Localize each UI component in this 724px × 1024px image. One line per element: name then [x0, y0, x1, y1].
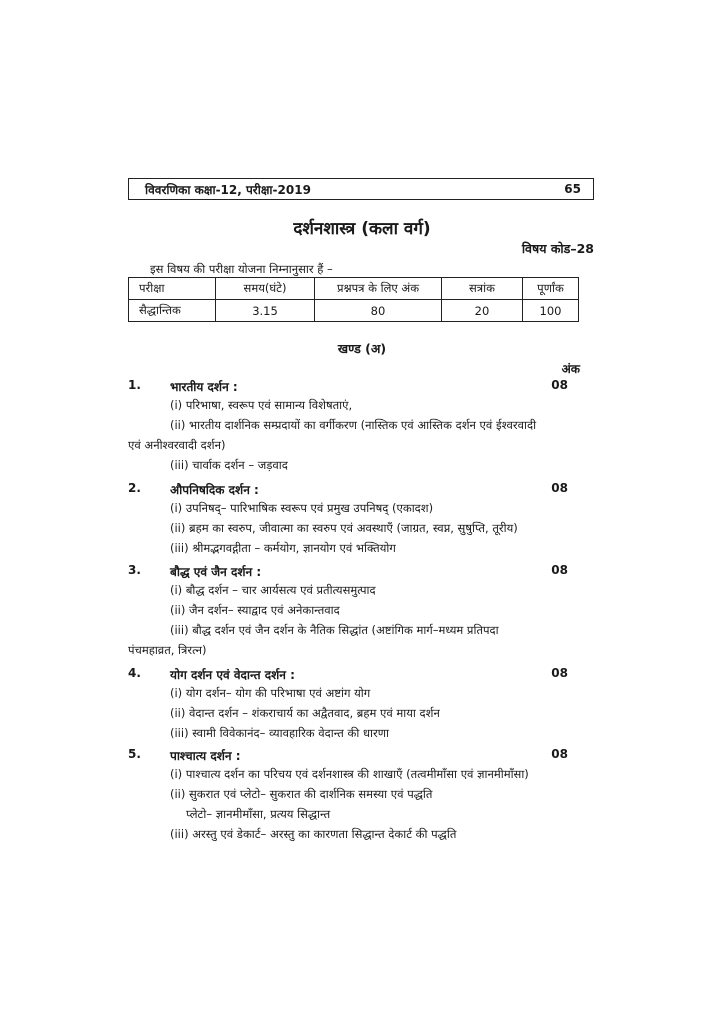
topic-marks: 08	[551, 747, 568, 761]
topic-name: बौद्ध एवं जैन दर्शन :	[170, 565, 262, 579]
topic-marks: 08	[551, 666, 568, 680]
table-header-cell: समय(घंटे)	[216, 278, 315, 300]
topic-marks: 08	[551, 378, 568, 392]
topic-number: 3.	[128, 563, 141, 577]
topic-number: 2.	[128, 481, 141, 495]
topic-heading	[128, 747, 568, 764]
table-header-cell: परीक्षा	[129, 278, 216, 300]
topic-heading	[128, 563, 568, 580]
list-item: (i) योग दर्शन– योग की परिभाषा एवं अष्टांग योग	[170, 686, 371, 700]
list-item: (i) पाश्चात्य दर्शन का परिचय एवं दर्शनशास्त्र की शाखाएँ (तत्वमीमाँसा एवं ज्ञानमीमाँसा)	[170, 767, 529, 781]
table-cell: सैद्धान्तिक	[129, 300, 216, 322]
table-cell: 3.15	[216, 300, 315, 322]
list-item: (iii) बौद्ध दर्शन एवं जैन दर्शन के नैतिक सिद्धांत (अष्टांगिक मार्ग–मध्यम प्रतिपदा	[170, 623, 499, 637]
topic-number: 4.	[128, 666, 141, 680]
table-header-row	[129, 278, 579, 300]
table-header-cell: प्रश्नपत्र के लिए अंक	[315, 278, 442, 300]
topic-heading	[128, 481, 568, 498]
topic-name: औपनिषदिक दर्शन :	[170, 483, 259, 497]
page-header-box	[128, 178, 594, 200]
list-item: (iii) श्रीमद्भगवद्गीता – कर्मयोग, ज्ञानयोग एवं भक्तियोग	[170, 541, 396, 555]
table-row	[129, 300, 579, 322]
table-header-cell: सत्रांक	[442, 278, 523, 300]
topic-name: योग दर्शन एवं वेदान्त दर्शन :	[170, 668, 295, 682]
table-cell: 80	[315, 300, 442, 322]
topic-number: 1.	[128, 378, 141, 392]
page-number: 65	[564, 182, 581, 196]
subject-code: विषय कोड–28	[521, 241, 594, 256]
list-item: पंचमहाव्रत, त्रिरत्न)	[128, 643, 207, 657]
topic-name: पाश्चात्य दर्शन :	[170, 749, 241, 763]
header-title: विवरणिका कक्षा-12, परीक्षा-2019	[145, 182, 311, 197]
list-item: (iii) चार्वाक दर्शन – जड़वाद	[170, 458, 288, 472]
table-header-cell: पूर्णांक	[523, 278, 579, 300]
intro-text: इस विषय की परीक्षा योजना निम्नानुसार हैं –	[150, 262, 333, 276]
list-item: एवं अनीश्वरवादी दर्शन)	[128, 438, 226, 452]
list-item: (ii) सुकरात एवं प्लेटो– सुकरात की दार्शनिक समस्या एवं पद्धति	[170, 787, 433, 801]
table-cell: 100	[523, 300, 579, 322]
topic-number: 5.	[128, 747, 141, 761]
list-item: (iii) स्वामी विवेकानंद– व्यावहारिक वेदान्त की धारणा	[170, 726, 390, 740]
list-item: (ii) भारतीय दार्शनिक सम्प्रदायों का वर्गीकरण (नास्तिक एवं आस्तिक दर्शन एवं ईश्वरवादी	[170, 418, 537, 432]
topic-heading	[128, 378, 568, 395]
list-item: (i) परिभाषा, स्वरूप एवं सामान्य विशेषताएं,	[170, 398, 353, 412]
topic-marks: 08	[551, 563, 568, 577]
page-title: दर्शनशास्त्र (कला वर्ग)	[293, 219, 431, 239]
list-item: (iii) अरस्तु एवं डेकार्ट– अरस्तु का कारणता सिद्धान्त देकार्ट की पद्धति	[170, 827, 457, 841]
list-item: (ii) जैन दर्शन– स्याद्वाद एवं अनेकान्तवाद	[170, 603, 340, 617]
topic-heading	[128, 666, 568, 683]
section-title: खण्ड (अ)	[337, 341, 387, 356]
topic-marks: 08	[551, 481, 568, 495]
list-item: (i) बौद्ध दर्शन – चार आर्यसत्य एवं प्रतीत्यसमुत्पाद	[170, 583, 376, 597]
list-item: (i) उपनिषद्– पारिभाषिक स्वरूप एवं प्रमुख उपनिषद् (एकादश)	[170, 501, 434, 515]
list-item: (ii) वेदान्त दर्शन – शंकराचार्य का अद्वैतवाद, ब्रहम एवं माया दर्शन	[170, 706, 440, 720]
list-item: (ii) ब्रहम का स्वरुप, जीवात्मा का स्वरुप एवं अवस्थाएँ (जाग्रत, स्वप्न, सुषुप्ति, तूरीय)	[170, 521, 518, 535]
exam-scheme-table	[128, 277, 579, 322]
topic-name: भारतीय दर्शन :	[170, 380, 238, 394]
marks-column-header: अंक	[561, 362, 580, 376]
list-item: प्लेटो– ज्ञानमीमाँसा, प्रत्यय सिद्धान्त	[186, 807, 331, 821]
table-cell: 20	[442, 300, 523, 322]
